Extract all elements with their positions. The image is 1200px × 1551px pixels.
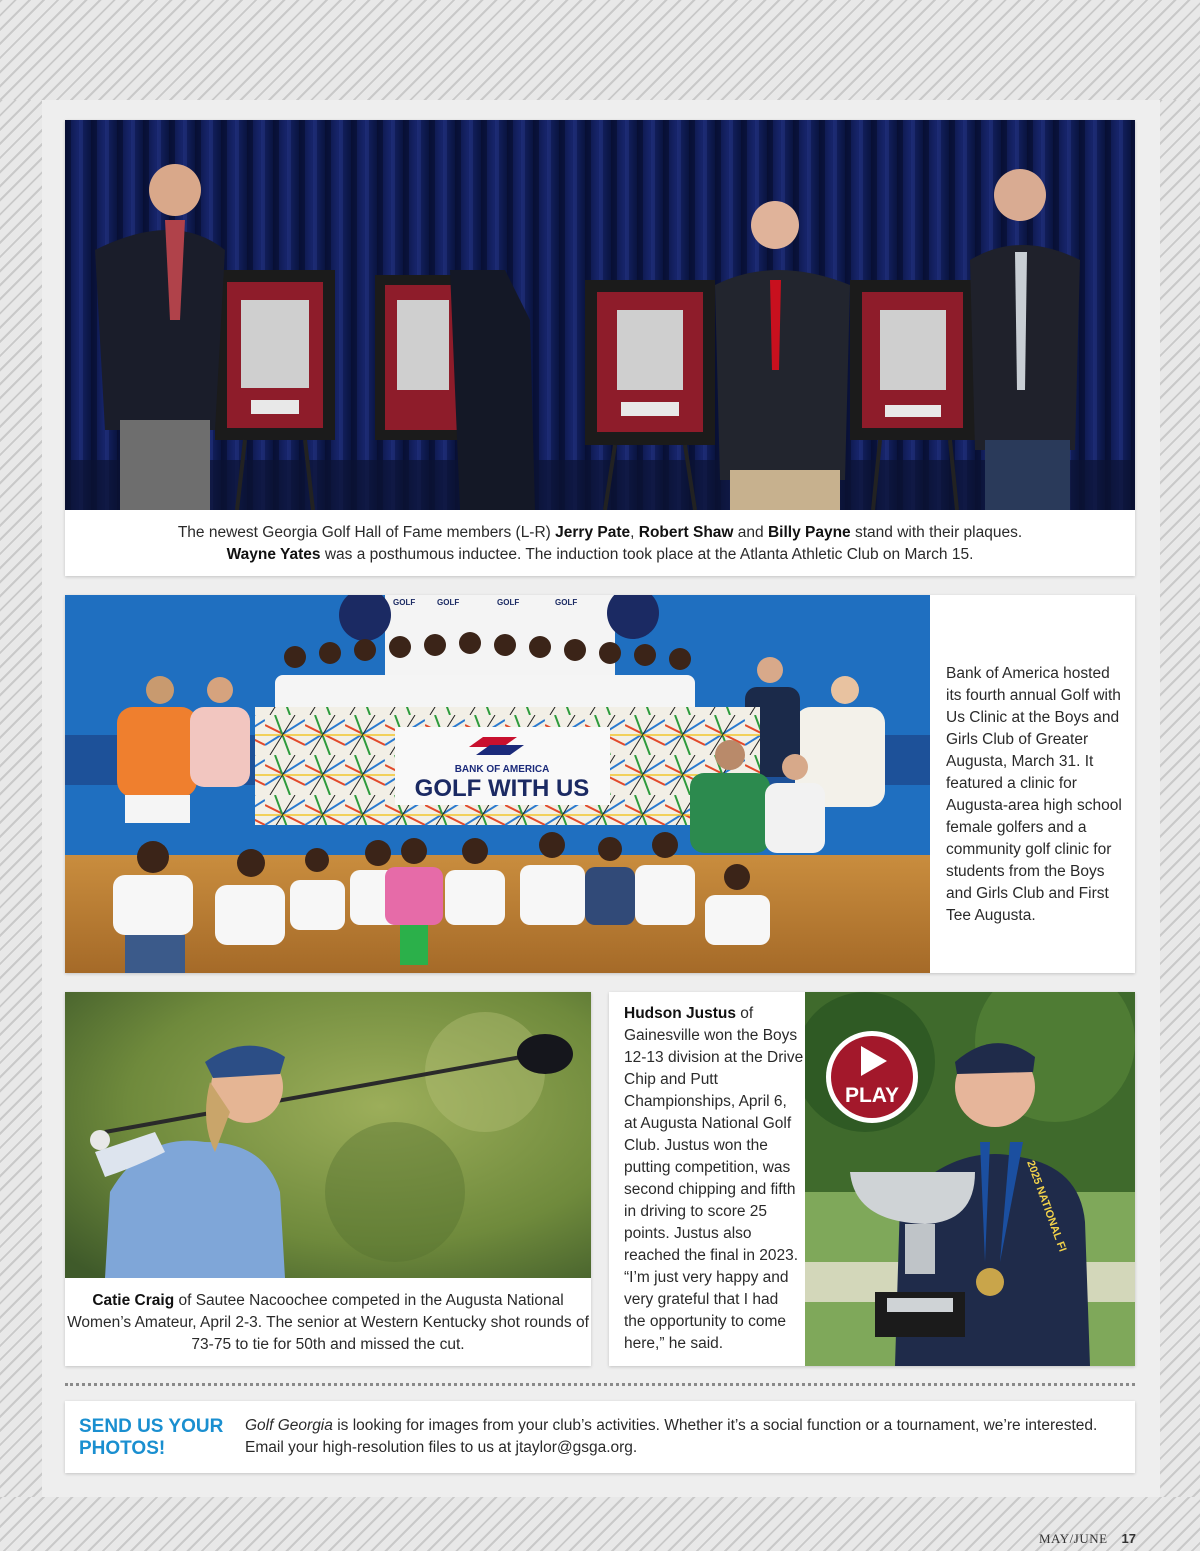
send-us-photos-text	[245, 1415, 1125, 1459]
catie-craig-caption	[65, 1290, 591, 1356]
inductee-name-robert-shaw: Robert Shaw	[638, 524, 734, 541]
hall-of-fame-caption-line2	[65, 544, 1135, 566]
backdrop-logo-3: GOLF	[497, 598, 520, 607]
lanyard-text: 2025 NATIONAL FI	[1024, 1158, 1069, 1254]
send-us-photos-heading: SEND US YOUR PHOTOS!	[79, 1416, 224, 1459]
backdrop-logo-1: GOLF	[393, 598, 416, 607]
issue-month: MAY/JUNE	[1039, 1531, 1108, 1546]
send-us-photos-body: is looking for images from your club’s activities. Whether it’s a social function or a tournament, we’re interested. Email your high-resolution files to us at jtaylor@gsga.org.	[245, 1417, 1098, 1456]
play-button-label: PLAY	[844, 1084, 900, 1107]
caption-text: was a posthumous inductee. The induction took place at the Atlanta Athletic Club on March 15.	[320, 546, 974, 563]
hudson-justus-caption	[624, 1003, 804, 1355]
caption-text: stand with their plaques.	[850, 524, 1023, 541]
backdrop-logo-2: GOLF	[437, 598, 460, 607]
banner-main-text: GOLF WITH US	[414, 775, 590, 802]
caption-text: of Sautee Nacoochee competed in the Augusta National Women’s Amateur, April 2-3. The senior at Western Kentucky shot rounds of 73-75 to tie for 50th and missed the cut.	[67, 1292, 589, 1353]
golfer-name-catie-craig: Catie Craig	[92, 1292, 175, 1309]
caption-text: of Gainesville won the Boys 12-13 division at the Drive Chip and Putt Championships, April 6, at Augusta National Golf Club. Justus won the putting competition, was second chipping and fifth in driving to score 25 points. Justus also reached the final in 2023. “I’m just very happy and very grateful that I had the opportunity to come here,” he said.	[624, 1005, 804, 1352]
decorative-stripes-right	[1160, 100, 1200, 1497]
golf-with-us-caption: Bank of America hosted its fourth annual Golf with Us Clinic at the Boys and Girls Club of Greater Augusta, March 31. It featured a clinic for Augusta-area high school female golfers and a community golf clinic for students from the Boys and Girls Club and First Tee Augusta.	[946, 665, 1122, 924]
golfer-name-hudson-justus: Hudson Justus	[624, 1005, 736, 1022]
inductee-name-wayne-yates: Wayne Yates	[226, 546, 321, 563]
inductee-name-jerry-pate: Jerry Pate	[555, 524, 631, 541]
golf-with-us-photo[interactable]	[65, 595, 930, 973]
decorative-stripes-left	[0, 100, 42, 1497]
hudson-justus-photo[interactable]	[805, 992, 1135, 1366]
backdrop-logo-4: GOLF	[555, 598, 578, 607]
hall-of-fame-photo-card	[65, 120, 1135, 576]
golf-with-us-photo-card	[65, 595, 1135, 973]
hall-of-fame-photo[interactable]	[65, 120, 1135, 510]
send-us-photos-card	[65, 1401, 1135, 1473]
hall-of-fame-caption	[65, 522, 1135, 566]
catie-craig-photo[interactable]	[65, 992, 591, 1278]
page-folio	[1039, 1531, 1136, 1547]
banner-top-text: BANK OF AMERICA	[454, 764, 550, 775]
caption-separator: ,	[630, 524, 639, 541]
dotted-divider	[65, 1383, 1135, 1386]
catie-craig-photo-card	[65, 992, 591, 1366]
page-number: 17	[1121, 1531, 1136, 1546]
hall-of-fame-caption-line1	[65, 522, 1135, 544]
magazine-name: Golf Georgia	[245, 1417, 333, 1434]
decorative-stripes-bottom	[0, 1497, 1200, 1551]
caption-separator: and	[733, 524, 768, 541]
decorative-stripes-top	[0, 0, 1200, 100]
caption-text: The newest Georgia Golf Hall of Fame members (L-R)	[177, 524, 556, 541]
hudson-justus-photo-card	[609, 992, 1135, 1366]
inductee-name-billy-payne: Billy Payne	[767, 524, 851, 541]
